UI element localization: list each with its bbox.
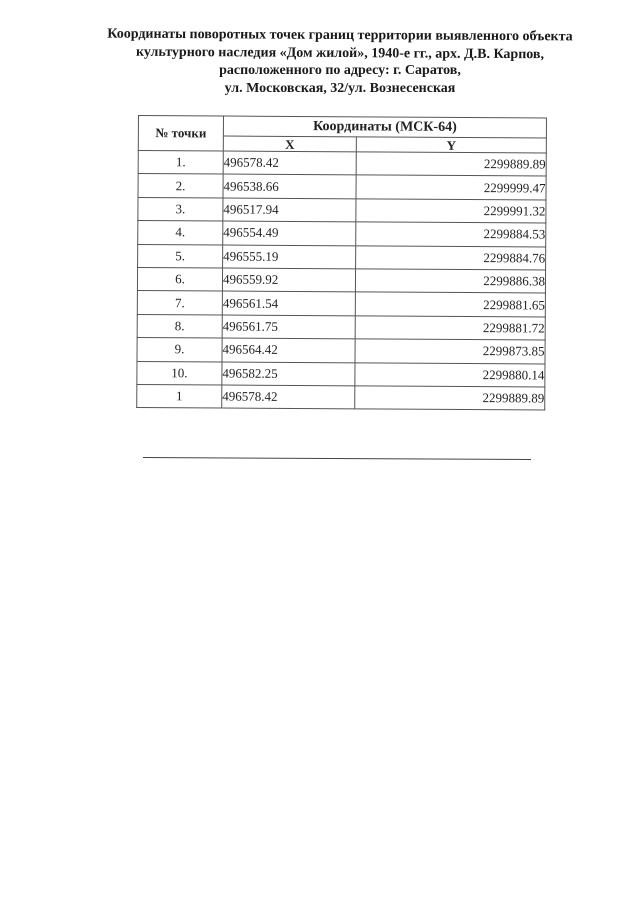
x-coordinate-cell: 496578.42 [223,151,356,175]
y-coordinate-cell: 2299991.32 [356,199,546,224]
title-line-4: ул. Московская, 32/ул. Вознесенская [224,80,456,96]
y-coordinate-cell: 2299889.89 [356,152,546,177]
y-coordinate-cell: 2299999.47 [356,175,546,200]
x-coordinate-cell: 496554.49 [223,221,356,245]
coordinates-table [136,115,547,411]
table-row [138,174,546,200]
table-row [137,267,545,293]
table-row [137,314,545,340]
x-coordinate-cell: 496538.66 [223,174,356,198]
table-body [137,151,547,411]
point-number-cell: 1. [138,151,223,175]
title-line-3: расположенного по адресу: г. Саратов, [219,63,461,78]
point-number-cell: 6. [137,267,222,291]
point-number-cell: 9. [137,338,222,362]
table-row [137,291,545,317]
point-number-cell: 1 [137,384,222,408]
table-row [138,244,546,270]
y-coordinate-cell: 2299889.89 [355,386,545,411]
x-coordinate-cell: 496561.75 [222,315,355,339]
point-number-cell: 7. [137,291,222,315]
x-coordinate-cell: 496559.92 [222,268,355,292]
y-coordinate-cell: 2299880.14 [355,362,545,387]
y-coordinate-cell: 2299884.53 [356,222,546,247]
x-coordinate-cell: 496517.94 [223,198,356,222]
y-coordinate-cell: 2299884.76 [356,245,546,270]
table-row [137,338,545,364]
point-number-cell: 3. [138,197,223,221]
x-header: X [223,136,356,152]
x-coordinate-cell: 496564.42 [222,338,355,362]
y-header: Y [356,137,546,153]
point-number-cell: 4. [138,221,223,245]
title-line-1: Координаты поворотных точек границ территории выявленного объекта [107,26,573,45]
y-coordinate-cell: 2299886.38 [355,269,545,294]
table-row [138,221,546,247]
point-number-cell: 10. [137,361,222,385]
title-line-2: культурного наследия «Дом жилой», 1940-е гг., арх. Д.В. Карпов, [135,44,545,62]
y-coordinate-cell: 2299881.72 [355,316,545,341]
table-row [137,384,545,410]
table-row [138,151,546,177]
coordinates-header: Координаты (МСК-64) [223,116,546,138]
x-coordinate-cell: 496578.42 [222,385,355,409]
document-title [60,27,620,97]
y-coordinate-cell: 2299881.65 [355,292,545,317]
bottom-divider [143,457,531,460]
x-coordinate-cell: 496561.54 [222,291,355,315]
x-coordinate-cell: 496582.25 [222,362,355,386]
point-number-header: № точки [138,116,223,152]
point-number-cell: 8. [137,314,222,338]
table-row [137,361,545,387]
table-row [138,197,546,223]
y-coordinate-cell: 2299873.85 [355,339,545,364]
point-number-cell: 2. [138,174,223,198]
point-number-cell: 5. [138,244,223,268]
x-coordinate-cell: 496555.19 [223,245,356,269]
